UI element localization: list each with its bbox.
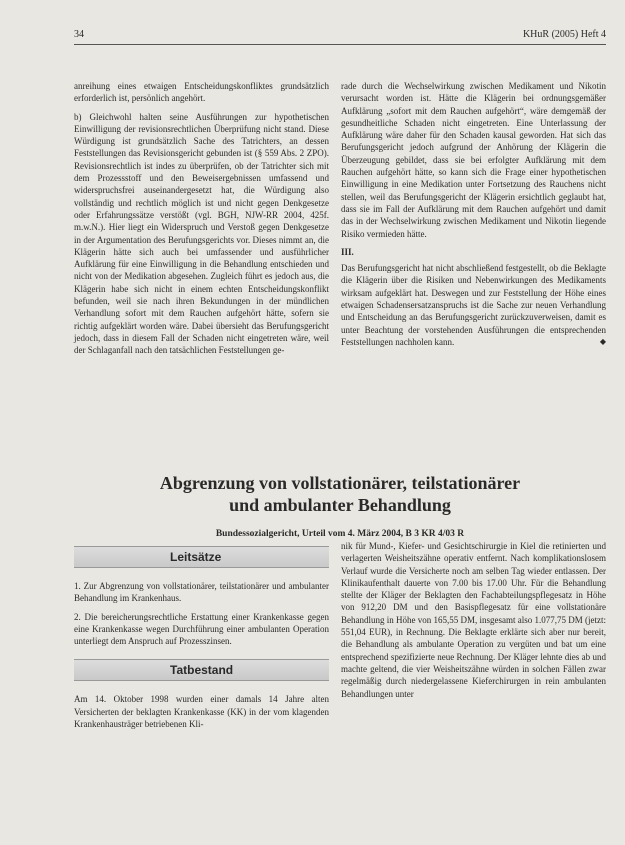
leitsaetze-heading: Leitsätze (74, 546, 329, 568)
leitsatz-item: 1. Zur Abgrenzung von vollstationärer, teilstationärer und ambulanter Behandlung im Krankenhaus. (74, 581, 329, 604)
paragraph: rade durch die Wechselwirkung zwischen Medikament und Nikotin verursacht worden ist. Hätte die Klägerin bei ordnungsgemäßer Aufklärung „sofort mit dem Rauchen aufgehört“, wäre demgemäß der gesundheitliche Schaden nicht eingetreten. Eine Unterlassung der Aufklärung wäre daher für den Schaden kausal geworden. Hat sich das Berufungsgericht jedoch aufgrund der Anhörung der Klägerin die Überzeugung gebildet, dass sie bei erfolgter Aufklärung mit dem Rauchen aufgehört hätte, so kann sich die Frage einer hypothetischen Einwilligung in eine Medikation unter Fortsetzung des Rauchens nicht stellen, weil das Berufungsgericht der Klägerin ersichtlich geglaubt hat, dass sie im Fall der Aufklärung mit dem Rauchen aufgehört und damit das in der Wechselwirkung zwischen Medikament und Nikotin liegende Risiko vermieden hätte. (341, 81, 606, 239)
upper-left-column (74, 80, 329, 363)
end-mark-icon: ◆ (599, 336, 606, 346)
court-citation: Bundessozialgericht, Urteil vom 4. März 2004, B 3 KR 4/03 R (215, 529, 465, 539)
header-rule (74, 44, 606, 45)
lower-left-column (74, 546, 329, 730)
journal-reference: KHuR (2005) Heft 4 (522, 29, 606, 40)
upper-right-column (341, 80, 606, 348)
tatbestand-heading: Tatbestand (74, 659, 329, 681)
article-title-block (74, 472, 606, 539)
lower-right-column (341, 540, 606, 700)
section-number: III. (341, 246, 354, 257)
article-title-line: und ambulanter Behandlung (229, 495, 451, 515)
paragraph: Das Berufungsgericht hat nicht abschließend festgestellt, ob die Beklagte die Klägerin über die Risiken und Nebenwirkungen des Medikaments wirksam aufgeklärt hat. Deswegen und zur Feststellung der Höhe eines etwaigen Schadensersatzanspruchs ist die Sache zur neuen Verhandlung und Entscheidung an das Berufungsgericht zurückzuverweisen, damit es unter Beachtung der vorstehenden Ausführungen die entsprechenden Feststellungen nachholen kann. ◆ (341, 263, 606, 347)
leitsatz-item: 2. Die bereicherungsrechtliche Erstattung einer Krankenkasse gegen eine Krankenkasse wegen Durchführung einer ambulanten Operation unterliegt dem Anspruch auf Prozesszinsen. (74, 611, 329, 647)
paragraph: nik für Mund-, Kiefer- und Gesichtschirurgie in Kiel die retinierten und verlagerten Weisheitszähne operativ entfernt. Nach komplikationslosem Verlauf wurde die Versicherte noch am selben Tag wieder entlassen. Der Klinikaufenthalt dauerte von 7.00 bis 17.00 Uhr. Für die Behandlung stellte der Kläger der Beklagten den Fachabteilungspflegesatz in Höhe von 912,20 DM und den Basispflegesatz für eine vollstationäre Behandlung in Höhe von 165,55 DM, insgesamt also 1.077,75 DM (jetzt: 551,04 EUR), in Rechnung. Die Beklagte erklärte sich aber nur bereit, die Behandlung als ambulante Operation zu vergüten und bat um eine entsprechend spezifizierte neue Rechnung. Der Kläger lehnte dies ab und machte geltend, die vier Weisheitszähne würden in solchen Fällen zwar regelmäßig durch niedergelassene Kieferchirurgen in rein ambulanten Behandlungen unter (341, 541, 606, 699)
page-number: 34 (74, 29, 84, 40)
paragraph: b) Gleichwohl halten seine Ausführungen zur hypothetischen Einwilligung der revisionsrechtlichen Überprüfung nicht stand. Diese Würdigung ist grundsätzlich Sache des Tatrichters, an dessen Feststellungen das Revisionsgericht gebunden ist (§ 559 Abs. 2 ZPO). Revisionsrechtlich ist indes zu überprüfen, ob der Tatrichter sich mit dem Prozessstoff und den Beweisergebnissen umfassend und widerspruchsfrei auseinandergesetzt hat, die Würdigung also vollständig und rechtlich möglich ist und nicht gegen Denkgesetze oder Erfahrungssätze verstößt (vgl. BGH, NJW-RR 2004, 425f. m.w.N.). Hier liegt ein Widerspruch und Verstoß gegen Denkgesetze in der Argumentation des Berufungsgerichts vor. Dieses nimmt an, die Klägerin hätte sich auch bei umfassender und ausführlicher Aufklärung für eine Einwilligung in die Behandlung entschieden und nicht von der Medikation abgesehen. Zugleich führt es jedoch aus, die Klägerin habe sich nicht in einem echten Entscheidungskonflikt befunden, weil sie nach ihren Bekundungen in der mündlichen Verhandlung sofort mit dem Rauchen aufgehört hätte, sofern sie richtig aufgeklärt worden wäre. Dabei übersieht das Berufungsgericht jedoch, dass in diesem Fall der Schaden nicht eingetreten wäre, weil der Schlaganfall nach den tatsächlichen Feststellungen ge- (74, 111, 329, 356)
paragraph: Am 14. Oktober 1998 wurden einer damals 14 Jahre alten Versicherten der beklagten Krankenkasse (KK) in der vom klagenden Krankenhausträger betriebenen Kli- (74, 694, 329, 730)
paragraph: anreihung eines etwaigen Entscheidungskonfliktes grundsätzlich erforderlich ist, persönlich angehört. (74, 81, 329, 104)
article-title-line: Abgrenzung von vollstationärer, teilstationärer (159, 473, 521, 493)
